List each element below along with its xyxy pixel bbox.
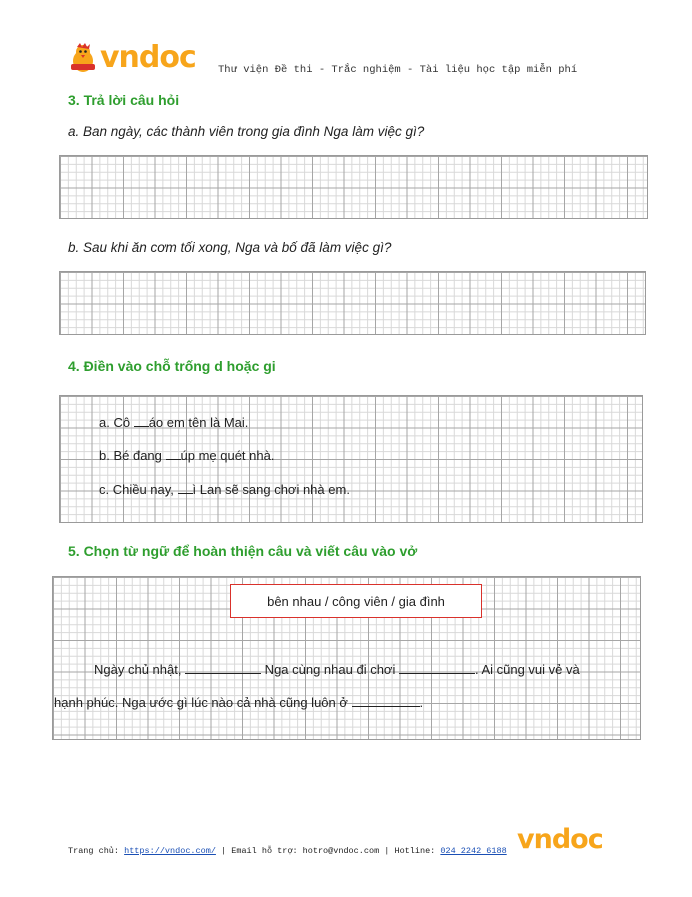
footer: Trang chủ: https://vndoc.com/ | Email hỗ trợ: hotro@vndoc.com | Hotline: 024 2242 6188 <box>68 846 507 856</box>
answer-grid-a[interactable] <box>59 155 648 219</box>
sentence-line-2: hạnh phúc. Nga ước gì lúc nào cả nhà cũng luôn ở . <box>54 695 424 710</box>
section-4-heading: 4. Điền vào chỗ trống d hoặc gi <box>68 358 276 374</box>
blank-3[interactable] <box>352 705 420 707</box>
mascot-icon <box>68 42 98 74</box>
blank-c[interactable] <box>178 492 193 494</box>
section-5-heading: 5. Chọn từ ngữ để hoàn thiện câu và viết câu vào vở <box>68 543 418 559</box>
question-b: b. Sau khi ăn cơm tối xong, Nga và bố đã làm việc gì? <box>68 240 392 255</box>
section-3-heading: 3. Trả lời câu hỏi <box>68 92 180 108</box>
header-tagline: Thư viện Đề thi - Trắc nghiệm - Tài liệu học tập miễn phí <box>218 64 578 76</box>
question-a: a. Ban ngày, các thành viên trong gia đình Nga làm việc gì? <box>68 124 425 139</box>
vndoc-logo[interactable] <box>68 40 196 76</box>
answer-grid-b[interactable] <box>59 271 646 335</box>
footer-logo[interactable]: vndoc <box>517 824 603 855</box>
blank-1[interactable] <box>185 672 261 674</box>
sentence-line-1: Ngày chủ nhật, Nga cùng nhau đi chơi . Ai cũng vui vẻ và <box>94 662 580 677</box>
fill-item-b: b. Bé đang úp mẹ quét nhà. <box>99 448 275 463</box>
fill-item-a: a. Cô áo em tên là Mai. <box>99 415 249 430</box>
blank-b[interactable] <box>166 458 181 460</box>
fill-item-c: c. Chiều nay, ì Lan sẽ sang chơi nhà em. <box>99 482 350 497</box>
blank-a[interactable] <box>134 425 149 427</box>
blank-2[interactable] <box>399 672 475 674</box>
logo-wordmark: vndoc <box>100 40 196 75</box>
word-choices-box: bên nhau / công viên / gia đình <box>230 584 482 618</box>
hotline-link[interactable]: 024 2242 6188 <box>440 846 507 856</box>
home-link[interactable]: https://vndoc.com/ <box>124 846 216 856</box>
